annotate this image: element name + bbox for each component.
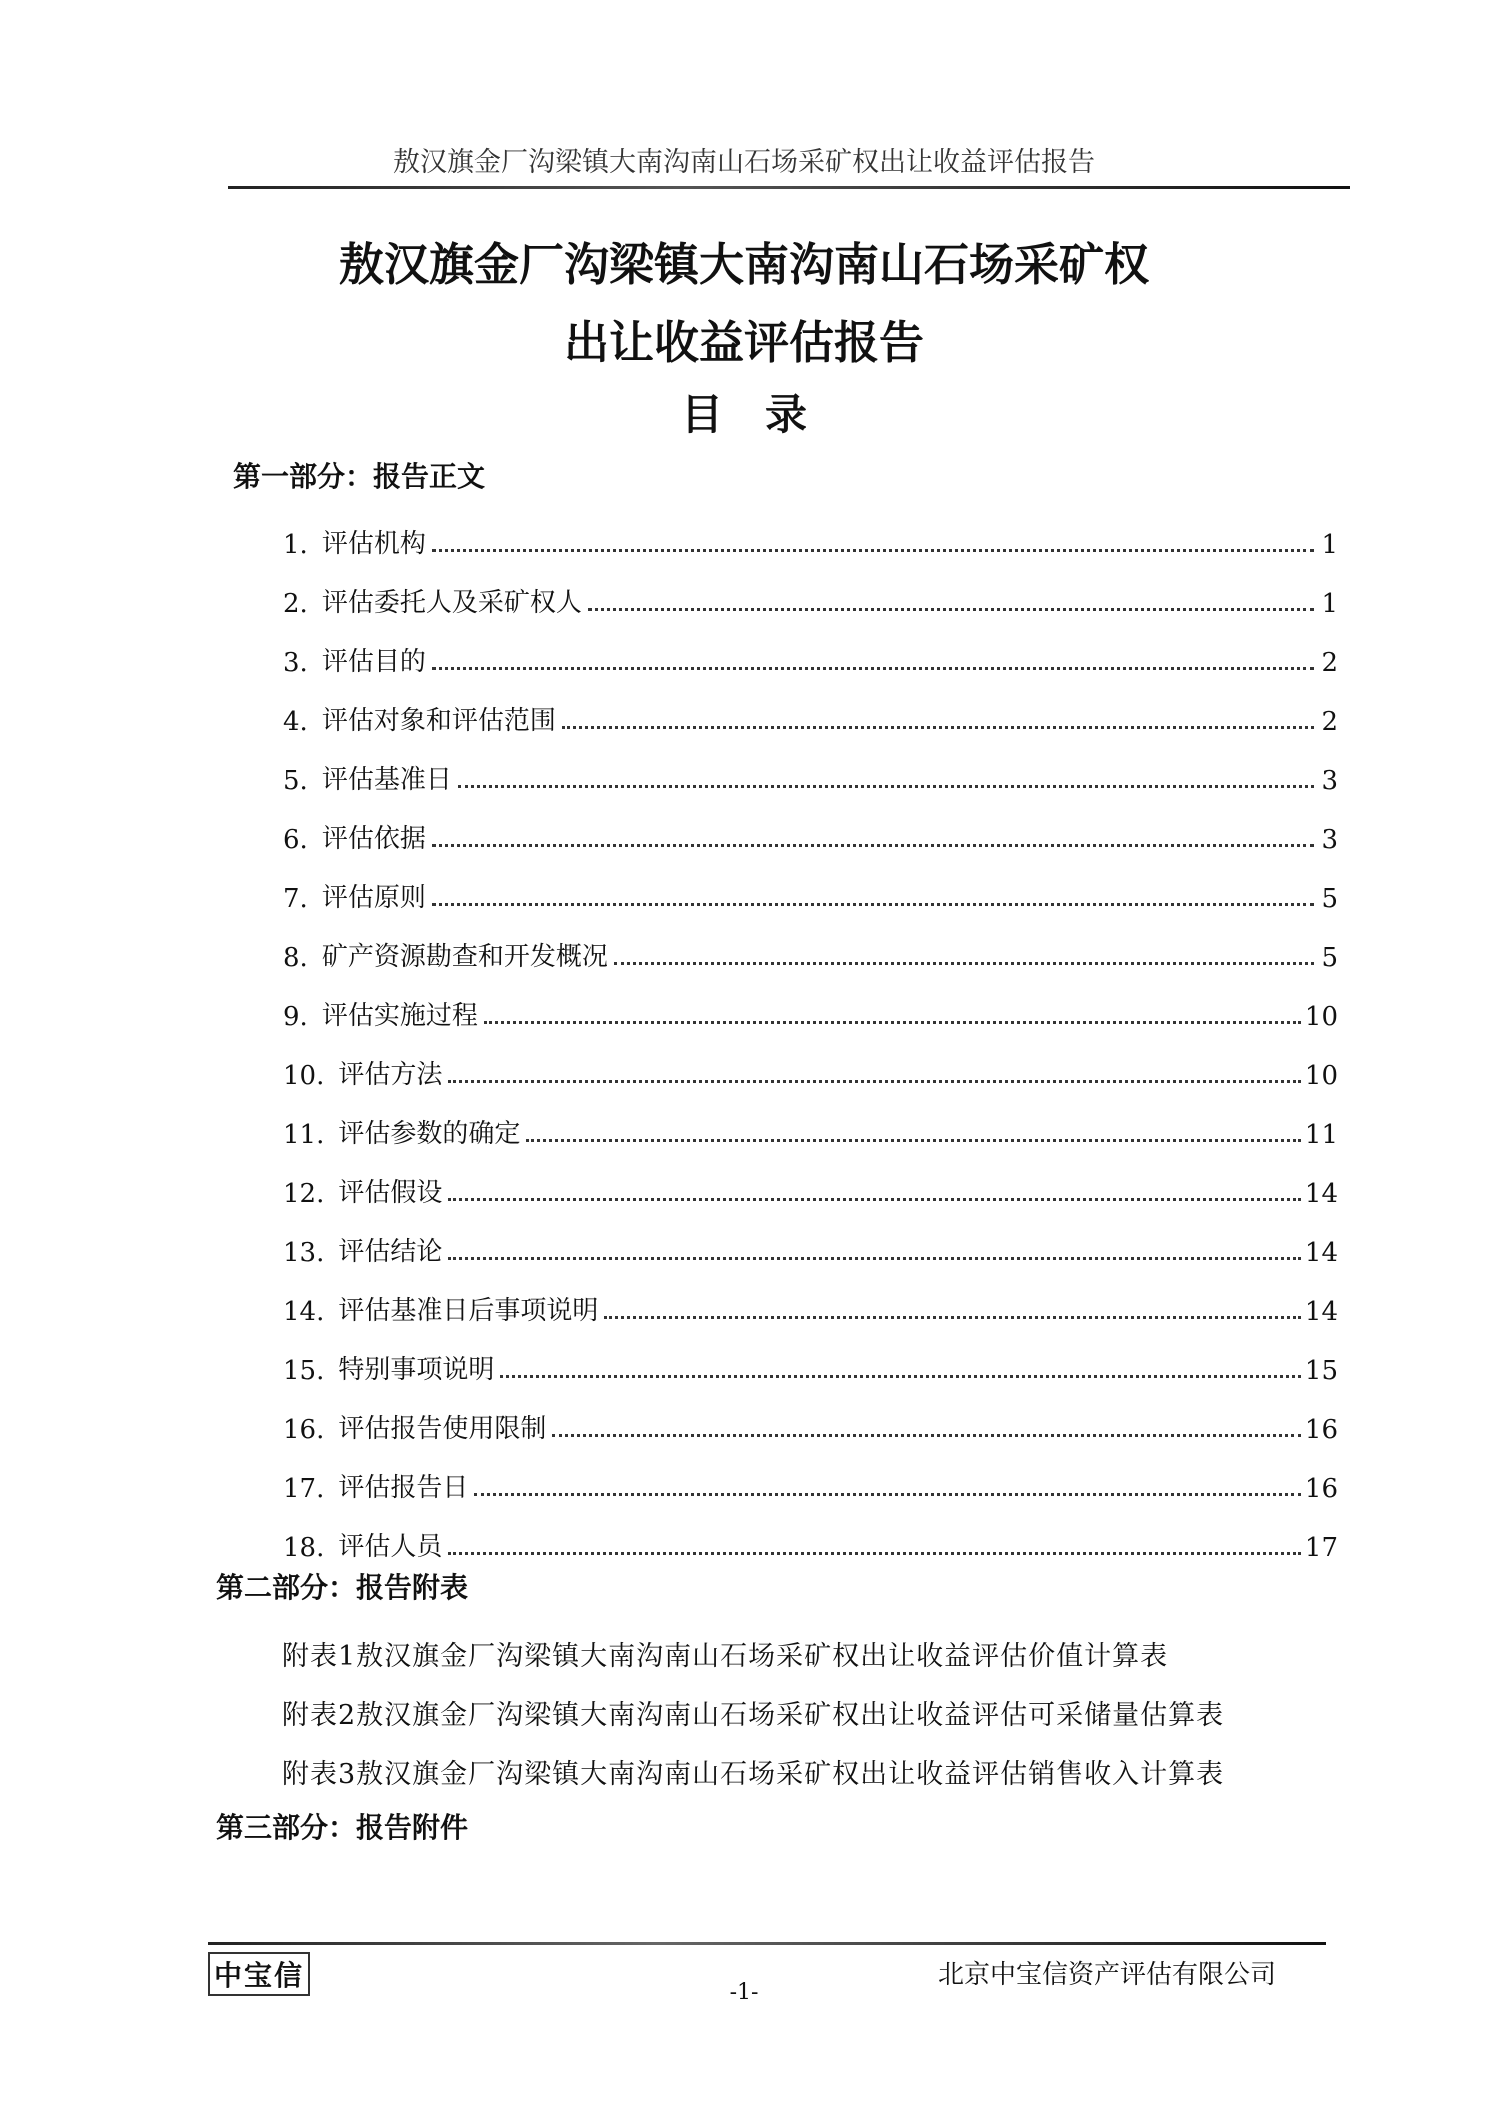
page-number: -1- bbox=[729, 1980, 759, 2005]
toc-item[interactable] bbox=[283, 520, 1338, 560]
toc-leader-dots bbox=[448, 1080, 1301, 1083]
toc-item-label: 矿产资源勘查和开发概况 bbox=[321, 942, 608, 972]
toc-item[interactable] bbox=[283, 1051, 1338, 1091]
toc-leader-dots bbox=[432, 667, 1314, 670]
toc-item-label: 评估假设 bbox=[338, 1178, 443, 1208]
toc-item-number: 15. bbox=[283, 1356, 325, 1386]
toc-leader-dots bbox=[474, 1493, 1301, 1496]
toc-leader-dots bbox=[448, 1552, 1301, 1555]
toc-item-page: 14 bbox=[1304, 1179, 1338, 1209]
appendix-table-1: 附表1敖汉旗金厂沟梁镇大南沟南山石场采矿权出让收益评估价值计算表 bbox=[282, 1641, 1169, 1672]
toc-item-label: 评估原则 bbox=[321, 883, 426, 913]
toc-item-label: 评估报告日 bbox=[338, 1473, 469, 1503]
toc-leader-dots bbox=[432, 549, 1314, 552]
toc-item-number: 16. bbox=[283, 1415, 325, 1445]
toc-item-label: 评估基准日 bbox=[321, 765, 452, 795]
running-header: 敖汉旗金厂沟梁镇大南沟南山石场采矿权出让收益评估报告 bbox=[393, 147, 1095, 178]
toc-leader-dots bbox=[432, 903, 1314, 906]
report-title-line1: 敖汉旗金厂沟梁镇大南沟南山石场采矿权 bbox=[338, 238, 1149, 291]
toc-item[interactable] bbox=[283, 815, 1338, 855]
toc-leader-dots bbox=[552, 1434, 1301, 1437]
toc-item-page: 3 bbox=[1321, 825, 1338, 855]
toc-item-number: 5. bbox=[283, 766, 308, 796]
toc-item[interactable] bbox=[283, 1110, 1338, 1150]
toc-leader-dots bbox=[448, 1257, 1301, 1260]
toc-item[interactable] bbox=[283, 756, 1338, 796]
toc-item-page: 10 bbox=[1304, 1002, 1338, 1032]
toc-item-page: 14 bbox=[1304, 1238, 1338, 1268]
toc-item[interactable] bbox=[283, 874, 1338, 914]
toc-item-label: 评估参数的确定 bbox=[338, 1119, 521, 1149]
toc-item-page: 2 bbox=[1321, 648, 1338, 678]
toc-heading: 目 录 bbox=[680, 390, 807, 439]
toc-item-label: 特别事项说明 bbox=[338, 1355, 495, 1385]
part3-heading: 第三部分：报告附件 bbox=[216, 1811, 469, 1844]
toc-item[interactable] bbox=[283, 638, 1338, 678]
toc-item-number: 17. bbox=[283, 1474, 325, 1504]
toc-item[interactable] bbox=[283, 1228, 1338, 1268]
toc-item-page: 14 bbox=[1304, 1297, 1338, 1327]
report-title-line2: 出让收益评估报告 bbox=[563, 316, 924, 369]
toc-leader-dots bbox=[448, 1198, 1301, 1201]
toc-item-number: 11. bbox=[283, 1120, 325, 1150]
toc-item-number: 14. bbox=[283, 1297, 325, 1327]
toc-leader-dots bbox=[484, 1021, 1301, 1024]
toc-item-page: 1 bbox=[1321, 589, 1338, 619]
toc-item[interactable] bbox=[283, 1169, 1338, 1209]
toc-item-number: 2. bbox=[283, 589, 308, 619]
toc-item-page: 2 bbox=[1321, 707, 1338, 737]
toc-item[interactable] bbox=[283, 697, 1338, 737]
toc-item-label: 评估委托人及采矿权人 bbox=[321, 588, 582, 618]
toc-item-label: 评估结论 bbox=[338, 1237, 443, 1267]
toc-leader-dots bbox=[562, 726, 1314, 729]
toc-item-number: 8. bbox=[283, 943, 308, 973]
toc-item-label: 评估人员 bbox=[338, 1532, 443, 1562]
toc-item-label: 评估依据 bbox=[321, 824, 426, 854]
toc-item-number: 1. bbox=[283, 530, 308, 560]
toc-item[interactable] bbox=[283, 1523, 1338, 1563]
toc-leader-dots bbox=[588, 608, 1314, 611]
toc-leader-dots bbox=[458, 785, 1314, 788]
toc-item[interactable] bbox=[283, 1405, 1338, 1445]
toc-item-number: 7. bbox=[283, 884, 308, 914]
toc-item-number: 12. bbox=[283, 1179, 325, 1209]
toc-item-number: 6. bbox=[283, 825, 308, 855]
footer-divider bbox=[208, 1942, 1326, 1945]
toc-item-page: 17 bbox=[1304, 1533, 1338, 1563]
toc-item-page: 3 bbox=[1321, 766, 1338, 796]
toc-item-label: 评估报告使用限制 bbox=[338, 1414, 547, 1444]
toc-leader-dots bbox=[614, 962, 1314, 965]
toc-leader-dots bbox=[500, 1375, 1301, 1378]
toc-item-page: 16 bbox=[1304, 1474, 1338, 1504]
toc-item-page: 10 bbox=[1304, 1061, 1338, 1091]
toc-item-label: 评估实施过程 bbox=[321, 1001, 478, 1031]
toc-item-label: 评估方法 bbox=[338, 1060, 443, 1090]
part1-heading: 第一部分：报告正文 bbox=[233, 460, 486, 493]
toc-item-page: 5 bbox=[1321, 943, 1338, 973]
toc-item[interactable] bbox=[283, 1287, 1338, 1327]
toc-item-label: 评估机构 bbox=[321, 529, 426, 559]
toc-item-page: 1 bbox=[1321, 530, 1338, 560]
toc-item-number: 10. bbox=[283, 1061, 325, 1091]
toc-leader-dots bbox=[432, 844, 1314, 847]
toc-item-number: 3. bbox=[283, 648, 308, 678]
part2-heading: 第二部分：报告附表 bbox=[216, 1571, 469, 1604]
toc-item-number: 13. bbox=[283, 1238, 325, 1268]
appendix-table-3: 附表3敖汉旗金厂沟梁镇大南沟南山石场采矿权出让收益评估销售收入计算表 bbox=[282, 1759, 1225, 1790]
toc-item-label: 评估对象和评估范围 bbox=[321, 706, 556, 736]
toc-item-label: 评估基准日后事项说明 bbox=[338, 1296, 599, 1326]
appendix-table-2: 附表2敖汉旗金厂沟梁镇大南沟南山石场采矿权出让收益评估可采储量估算表 bbox=[282, 1700, 1225, 1731]
toc-item-page: 15 bbox=[1304, 1356, 1338, 1386]
toc-item-number: 9. bbox=[283, 1002, 308, 1032]
toc-item-page: 11 bbox=[1304, 1120, 1338, 1150]
company-name: 北京中宝信资产评估有限公司 bbox=[938, 1960, 1277, 1990]
toc-item-label: 评估目的 bbox=[321, 647, 426, 677]
toc-leader-dots bbox=[604, 1316, 1301, 1319]
toc-item-page: 5 bbox=[1321, 884, 1338, 914]
toc-item[interactable] bbox=[283, 933, 1338, 973]
header-divider bbox=[228, 186, 1350, 189]
toc-item-number: 18. bbox=[283, 1533, 325, 1563]
toc-item[interactable] bbox=[283, 1464, 1338, 1504]
toc-item[interactable] bbox=[283, 992, 1338, 1032]
toc-item[interactable] bbox=[283, 1346, 1338, 1386]
toc-leader-dots bbox=[526, 1139, 1301, 1142]
toc-item-page: 16 bbox=[1304, 1415, 1338, 1445]
toc-item[interactable] bbox=[283, 579, 1338, 619]
company-logo: 中宝信 bbox=[208, 1952, 310, 1996]
toc-item-number: 4. bbox=[283, 707, 308, 737]
